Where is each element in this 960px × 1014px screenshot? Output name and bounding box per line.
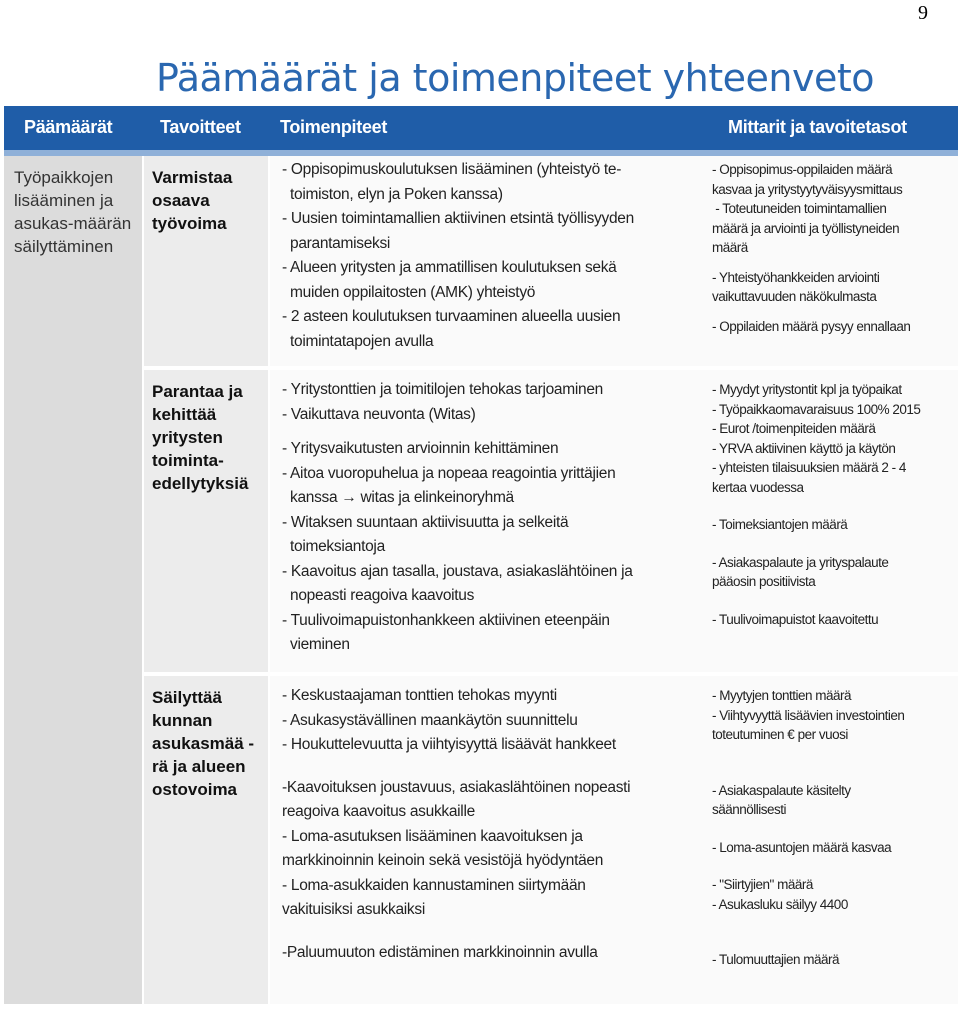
metric-line: määrä <box>712 240 748 255</box>
header-targets: Tavoitteet <box>160 117 241 137</box>
action-line: - Yritystonttien ja toimitilojen tehokas tarjoaminen <box>282 381 603 398</box>
metric-line: - Loma-asuntojen määrä kasvaa <box>712 839 892 855</box>
action-line: toimeksiantoja <box>282 538 385 555</box>
goal-text: Työpaikkojen lisääminen ja asukas-määrän säilyttäminen <box>14 168 132 256</box>
metric-line: - Yhteistyöhankkeiden arviointi <box>712 269 880 285</box>
action-line: - Oppisopimuskoulutuksen lisääminen (yhteistyö te- <box>282 161 622 178</box>
action-line: - Houkuttelevuutta ja viihtyisyyttä lisäävät hankkeet <box>282 736 616 753</box>
action-line: reagoiva kaavoitus asukkaille <box>282 803 475 820</box>
action-line: - Alueen yritysten ja ammatillisen koulutuksen sekä <box>282 259 617 276</box>
metric-line: määrä ja arviointi ja työllistyneiden <box>712 220 900 236</box>
action-line: parantamiseksi <box>282 234 391 252</box>
metric-line: - YRVA aktiivinen käyttö ja käytön <box>712 440 896 456</box>
action-line: toimiston, elyn ja Poken kanssa) <box>282 185 503 203</box>
action-line: -Paluumuuton edistäminen markkinoinnin avulla <box>282 943 598 961</box>
slide-title: Päämäärät ja toimenpiteet yhteenveto <box>156 56 875 100</box>
metric-line: - Viihtyvyyttä lisäävien investointien <box>712 707 905 723</box>
header-metrics: Mittarit ja tavoitetasot <box>728 117 907 137</box>
metric-line: - Oppisopimus-oppilaiden määrä <box>712 162 893 177</box>
metric-line: kasvaa ja yritystyytyväisyysmittaus <box>712 181 903 197</box>
metric-line: - Tuulivoimapuistot kaavoitettu <box>712 611 879 627</box>
metric-line: vaikuttavuuden näkökulmasta <box>712 289 877 304</box>
action-line: vakituisiksi asukkaiksi <box>282 901 425 918</box>
action-line: - Loma-asutuksen lisääminen kaavoituksen ja <box>282 827 583 845</box>
metric-line: - Toteutuneiden toimintamallien <box>712 201 887 216</box>
goal-cell <box>4 156 142 1004</box>
table-header <box>4 106 958 150</box>
action-line: - Tuulivoimapuistonhankkeen aktiivinen eteenpäin <box>282 611 610 629</box>
action-line: - Vaikuttava neuvonta (Witas) <box>282 405 476 423</box>
action-line: - Uusien toimintamallien aktiivinen etsintä työllisyyden <box>282 210 634 227</box>
metric-line: - Oppilaiden määrä pysyy ennallaan <box>712 318 911 334</box>
action-line: - Keskustaajaman tonttien tehokas myynti <box>282 687 557 704</box>
metrics-workforce <box>712 160 958 336</box>
action-line: - Aitoa vuoropuhelua ja nopeaa reagointia yrittäjien <box>282 464 616 482</box>
metric-line: - Tulomuuttajien määrä <box>712 952 840 967</box>
action-line: kanssa → witas ja elinkeinoryhmä <box>282 489 514 506</box>
page-number: 9 <box>918 2 928 24</box>
metric-line: - yhteisten tilaisuuksien määrä 2 - 4 <box>712 460 906 475</box>
target-business: Parantaa ja kehittää yritysten toiminta-edellytyksiä <box>152 382 249 493</box>
action-line: - Loma-asukkaiden kannustaminen siirtymään <box>282 876 586 894</box>
action-line: toimintatapojen avulla <box>282 332 434 350</box>
section-business <box>270 370 958 672</box>
metrics-business <box>712 380 958 629</box>
header-actions: Toimenpiteet <box>280 117 388 137</box>
metric-line: toteutuminen € per vuosi <box>712 727 848 742</box>
metric-line: - Asukasluku säilyy 4400 <box>712 896 848 912</box>
metric-line: - Asiakaspalaute ja yrityspalaute <box>712 554 889 570</box>
action-line: markkinoinnin keinoin sekä vesistöjä hyödyntäen <box>282 852 604 869</box>
metric-line: - Toimeksiantojen määrä <box>712 517 848 532</box>
metrics-population <box>712 686 958 970</box>
action-line: muiden oppilaitosten (AMK) yhteistyö <box>282 283 536 301</box>
actions-workforce <box>282 158 700 354</box>
action-line: - Witaksen suuntaan aktiivisuutta ja selkeitä <box>282 513 569 531</box>
summary-slide <box>4 44 958 1006</box>
header-goals: Päämäärät <box>24 117 113 137</box>
metric-line: - Myydyt yritystontit kpl ja työpaikat <box>712 382 902 397</box>
metric-line: - Työpaikkaomavaraisuus 100% 2015 <box>712 401 921 417</box>
metric-line: - Myytyjen tonttien määrä <box>712 688 852 703</box>
action-line: - Yritysvaikutusten arvioinnin kehittäminen <box>282 440 559 457</box>
metric-line: - Asiakaspalaute käsitelty <box>712 782 851 798</box>
action-line: vieminen <box>282 636 350 653</box>
metric-line: - "Siirtyjien" määrä <box>712 877 813 892</box>
target-population: Säilyttää kunnan asukasmää -rä ja alueen ostovoima <box>152 688 255 799</box>
section-population <box>270 676 958 1004</box>
action-line: -Kaavoituksen joustavuus, asiakaslähtöinen nopeasti <box>282 778 631 796</box>
metric-line: säännöllisesti <box>712 802 787 817</box>
metric-line: kertaa vuodessa <box>712 479 804 495</box>
actions-population <box>282 684 700 965</box>
actions-business <box>282 378 700 658</box>
action-line: - Kaavoitus ajan tasalla, joustava, asiakaslähtöinen ja <box>282 562 633 580</box>
targets-column <box>144 156 268 1004</box>
metric-line: pääosin positiivista <box>712 574 816 589</box>
section-workforce <box>270 156 958 366</box>
action-line: nopeasti reagoiva kaavoitus <box>282 587 475 604</box>
action-line: - Asukasystävällinen maankäytön suunnittelu <box>282 711 578 729</box>
action-line: - 2 asteen koulutuksen turvaaminen alueella uusien <box>282 308 621 325</box>
target-workforce: Varmistaa osaava työvoima <box>152 168 233 233</box>
metric-line: - Eurot /toimenpiteiden määrä <box>712 421 876 436</box>
